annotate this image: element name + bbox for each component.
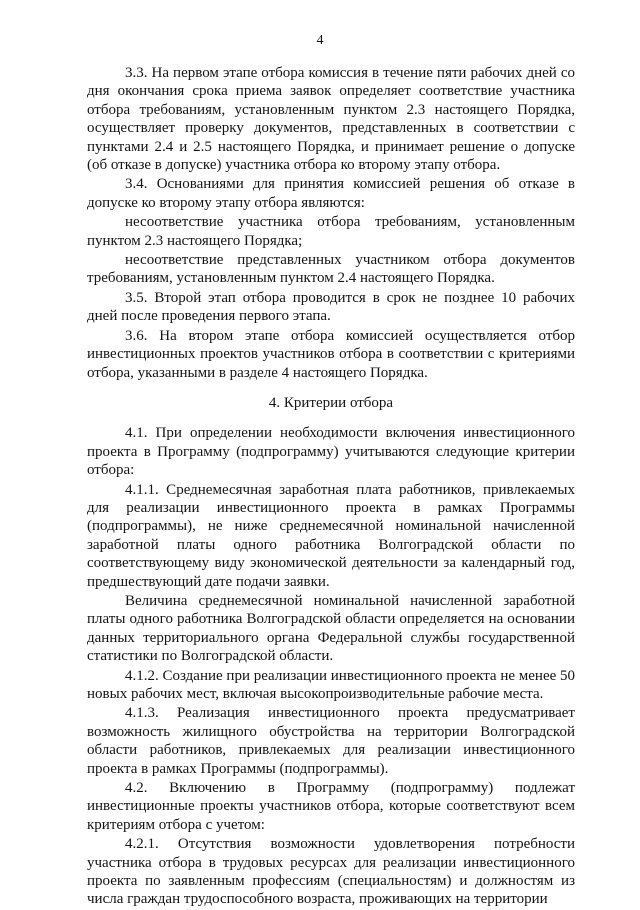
paragraph-4-1-1: 4.1.1. Среднемесячная заработная плата работников, привлекаемых для реализации инвестиционного проекта в рамках Программы (подпрограммы), не ниже среднемесячной номинальной начисленной заработной платы одного работника Волгоградской области по соответствующему виду экономической деятельности за календарный год, предшествующий дате подачи заявки. (87, 481, 575, 590)
paragraph-4-1: 4.1. При определении необходимости включения инвестиционного проекта в Программу (подпрограмму) учитываются следующие критерии отбора: (87, 425, 575, 479)
page-number: 4 (316, 33, 324, 48)
paragraph-4-2: 4.2. Включению в Программу (подпрограмму) подлежат инвестиционные проекты участников отбора, которые соответствуют всем критериям отбора с учетом: (87, 780, 575, 833)
paragraph-3-3: 3.3. На первом этапе отбора комиссия в течение пяти рабочих дней со дня окончания срока приема заявок определяет соответствие участника отбора требованиям, установленным пунктом 2.3 настоящего Порядка, осуществляет проверку документов, представленных в соответствии с пунктами 2.4 и 2.5 настоящего Порядка, и принимает решение о допуске (об отказе в допуске) участника отбора ко второму этапу отбора. (87, 65, 575, 174)
paragraph-4-1-3: 4.1.3. Реализация инвестиционного проекта предусматривает возможность жилищного обустройства на территории Волгоградской области работников, привлекаемых для реализации инвестиционного проекта в рамках Программы (подпрограммы). (87, 705, 575, 777)
paragraph-3-6: 3.6. На втором этапе отбора комиссией осуществляется отбор инвестиционных проектов участников отбора в соответствии с критериями отбора, указанными в разделе 4 настоящего Порядка. (87, 327, 575, 381)
paragraph-4-2-1: 4.2.1. Отсутствия возможности удовлетворения потребности участника отбора в трудовых ресурсах для реализации инвестиционного проекта по заявленным профессиям (специальностям) и должностям из числа граждан трудоспособного возраста, проживающих на территории (87, 836, 575, 908)
document-body (87, 64, 575, 910)
paragraph-3-4-item-2: несоответствие представленных участником отбора документов требованиям, установленным пунктом 2.4 настоящего Порядка. (87, 252, 575, 287)
paragraph-3-5: 3.5. Второй этап отбора проводится в срок не позднее 10 рабочих дней после проведения первого этапа. (87, 289, 575, 325)
paragraph-3-4: 3.4. Основаниями для принятия комиссией решения об отказе в допуске ко второму этапу отбора являются: (87, 176, 575, 211)
section-heading: 4. Критерии отбора (268, 394, 394, 411)
paragraph-4-1-1-note: Величина среднемесячной номинальной начисленной заработной платы одного работника Волгоградской области определяется на основании данных территориального органа Федеральной службы государственной статистики по Волгоградской области. (87, 592, 575, 665)
paragraph-3-4-item-1: несоответствие участника отбора требованиям, установленным пунктом 2.3 настоящего Порядка; (87, 214, 575, 249)
paragraph-4-1-2: 4.1.2. Создание при реализации инвестиционного проекта не менее 50 новых рабочих мест, включая высокопроизводительные рабочие места. (87, 667, 576, 702)
